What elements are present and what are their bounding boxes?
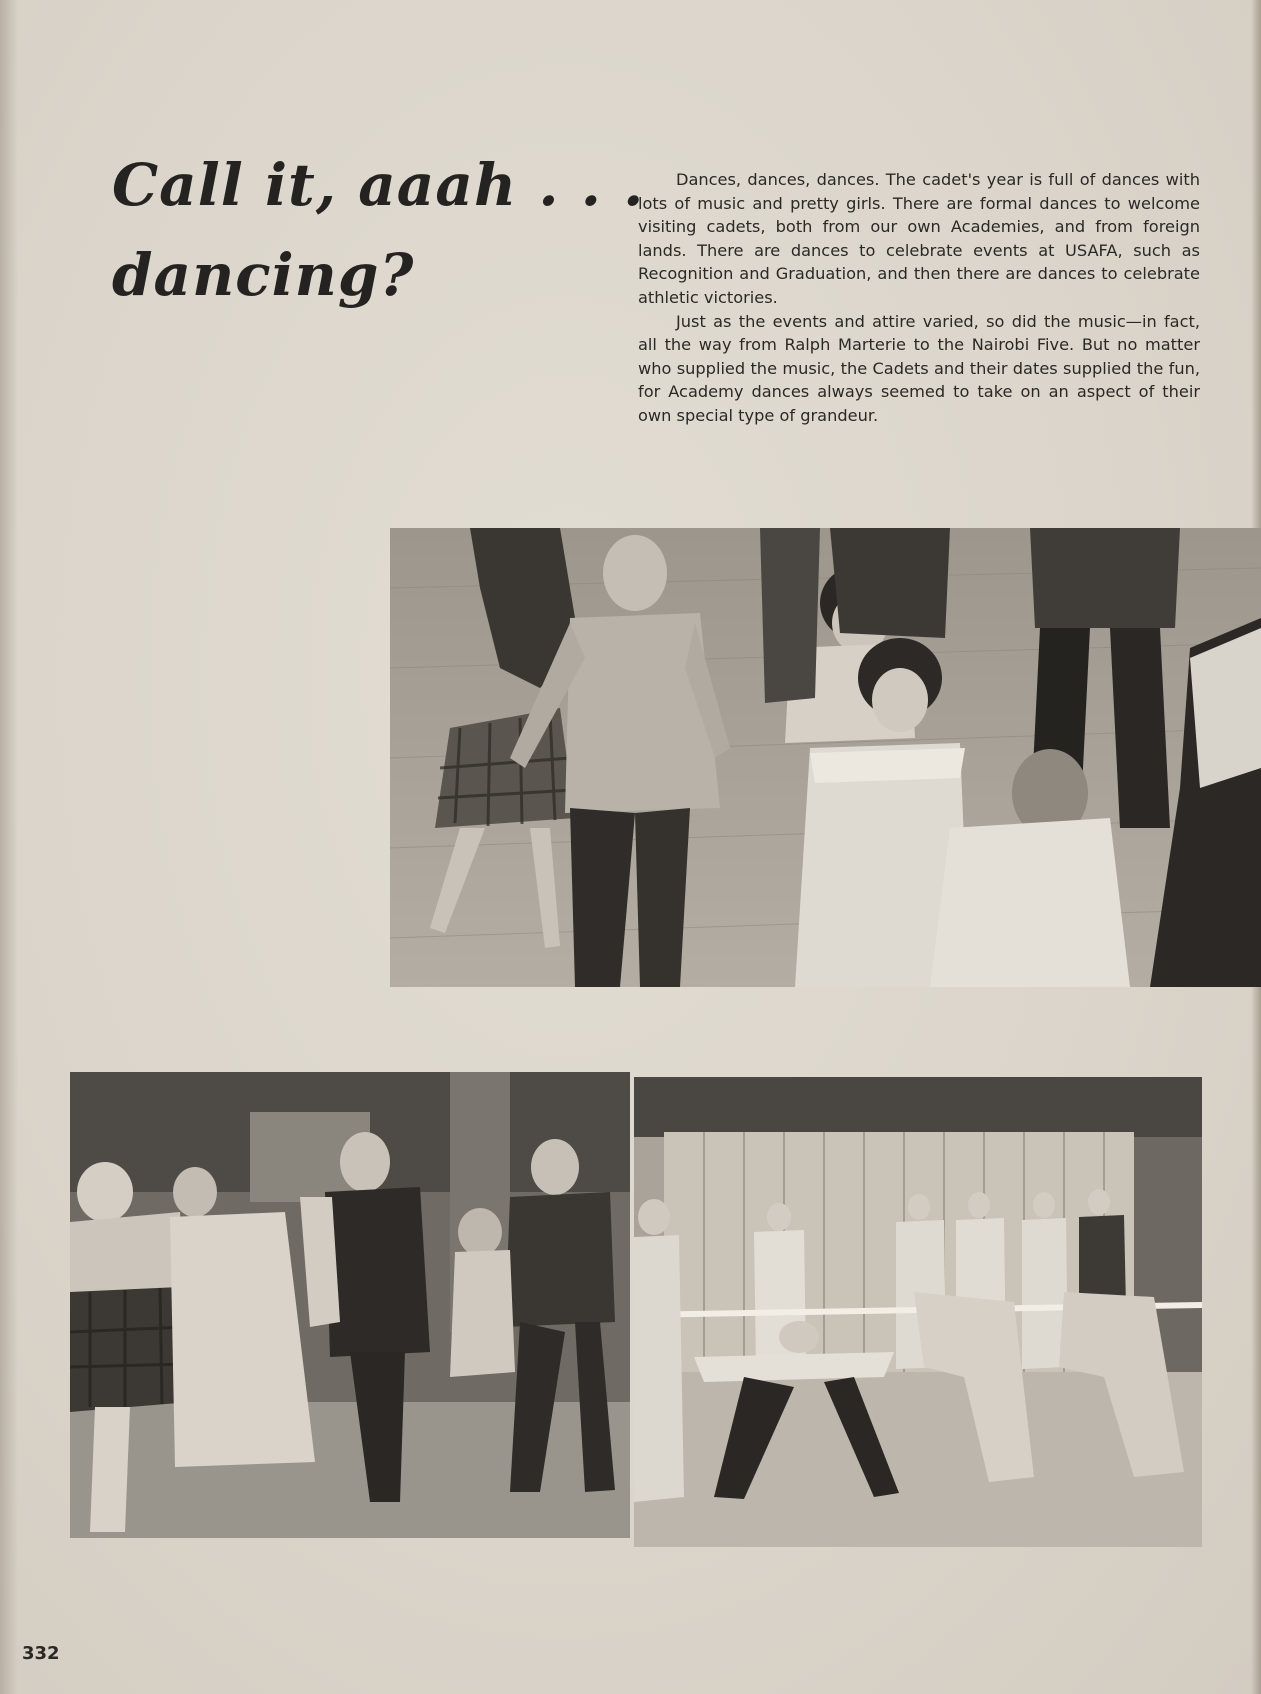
limbo-image [634,1077,1202,1547]
title-line-2: dancing? [112,241,415,309]
dance-floor-photo [390,528,1261,987]
paragraph-2: Just as the events and attire varied, so did the music—in fact, all the way from Ralph Marterie to the Nairobi Five. But no matter who supplied the music, the Cadets and their dates supplied the fun, for Academy dances always seemed to take on an aspect of their own special type of grandeur. [638,311,1200,425]
paragraph-1: Dances, dances, dances. The cadet's year is full of dances with lots of music and pretty girls. There are formal dances to welcome visiting cadets, both from our own Academies, and from foreign lands. There are dances to celebrate events at USAFA, such as Recognition and Graduation, and then there are dances to celebrate athletic victories. [638,170,1200,307]
article-body [638,168,1200,428]
dance-floor-image [390,528,1261,987]
page-number: 332 [22,1643,60,1664]
crowd-dance-photo [70,1072,630,1538]
title-line-1: Call it, aaah . . . [112,151,645,219]
limbo-photo [634,1077,1202,1547]
crowd-dance-image [70,1072,630,1538]
spine-shadow [0,0,18,1694]
page-title [112,140,645,320]
